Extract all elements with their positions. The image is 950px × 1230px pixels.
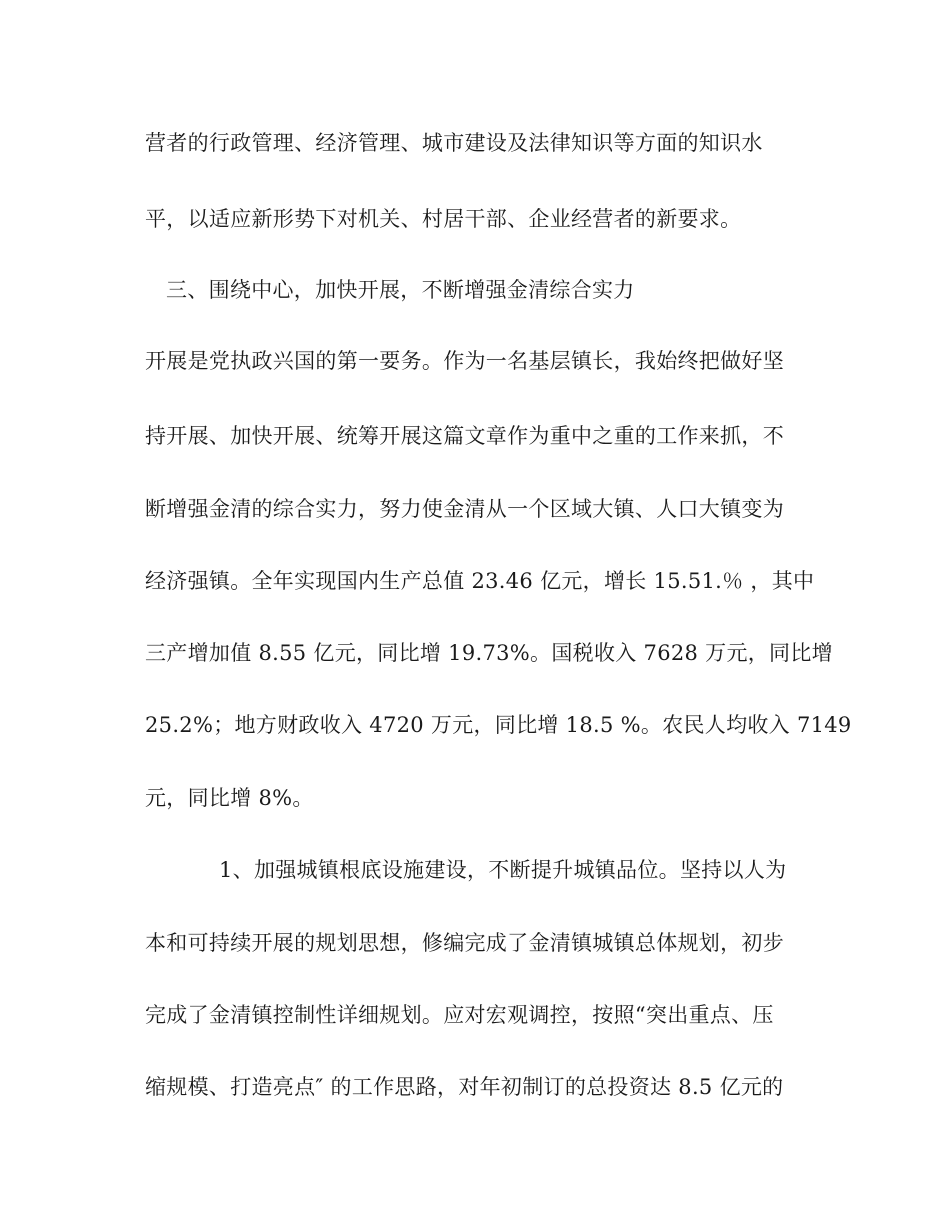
- text-line: 持开展、加快开展、统筹开展这篇文章作为重中之重的工作来抓，不: [145, 424, 784, 448]
- text-line: 完成了金清镇控制性详细规划。应对宏观调控，按照“突出重点、压: [145, 1003, 774, 1027]
- text-line: 元，同比增 8%。: [145, 786, 314, 810]
- text-line: 断增强金清的综合实力，努力使金清从一个区域大镇、人口大镇变为: [145, 497, 784, 521]
- text-line: 缩规模、打造亮点″ 的工作思路，对年初制订的总投资达 8.5 亿元的: [145, 1075, 784, 1099]
- text-line: 三产增加值 8.55 亿元，同比增 19.73%。国税收入 7628 万元，同比增: [145, 641, 833, 665]
- text-line: 营者的行政管理、经济管理、城市建设及法律知识等方面的知识水: [145, 131, 763, 155]
- text-line: 25.2%；地方财政收入 4720 万元，同比增 18.5 %。农民人均收入 7149: [145, 713, 852, 737]
- text-line: 本和可持续开展的规划思想，修编完成了金清镇城镇总体规划，初步: [145, 931, 784, 955]
- text-line: 开展是党执政兴国的第一要务。作为一名基层镇长，我始终把做好坚: [145, 349, 784, 373]
- section-heading: 三、围绕中心，加快开展，不断增强金清综合实力: [166, 278, 635, 302]
- text-line: 平，以适应新形势下对机关、村居干部、企业经营者的新要求。: [145, 207, 742, 231]
- paragraph-start-line: 1、加强城镇根底设施建设，不断提升城镇品位。坚持以人为: [219, 858, 787, 882]
- text-line: 经济强镇。全年实现国内生产总值 23.46 亿元，增长 15.51.％ ，其中: [145, 569, 815, 593]
